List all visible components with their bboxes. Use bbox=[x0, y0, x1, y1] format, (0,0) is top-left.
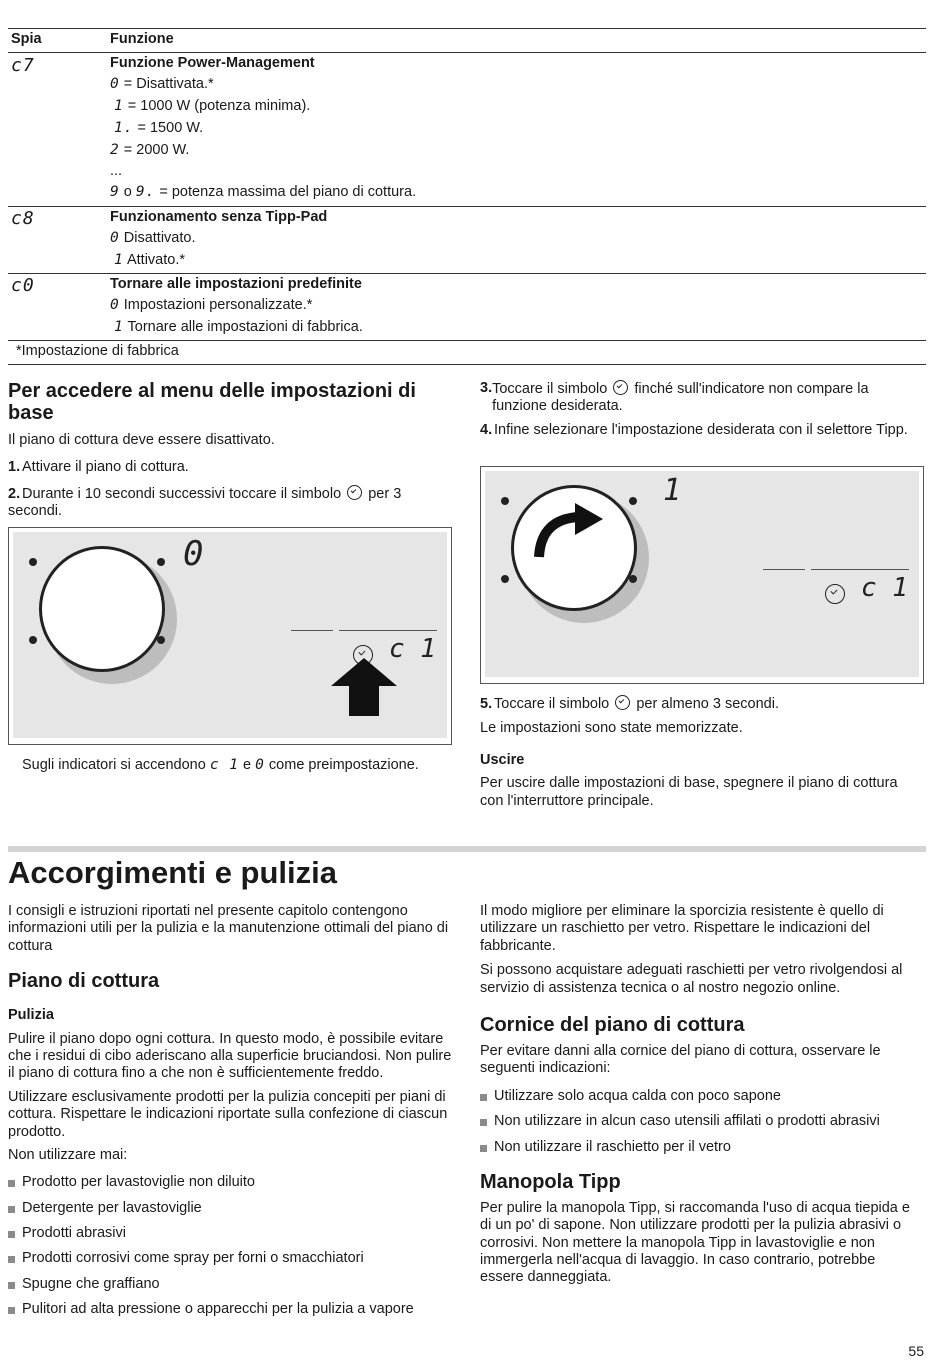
display-line bbox=[811, 569, 909, 570]
power-level-display: 0 bbox=[183, 534, 204, 574]
list-item: Prodotti corrosivi come spray per forni o smacchiatori bbox=[8, 1250, 453, 1267]
menu-section-right bbox=[480, 380, 920, 439]
table-row-line: 1 = 1000 W (potenza minima). bbox=[114, 98, 311, 114]
knob-dot bbox=[157, 636, 165, 644]
exit-text: Per uscire dalle impostazioni di base, spegnere il piano di cottura con l'interruttore principale. bbox=[480, 775, 898, 809]
table-row-line: 2 = 2000 W. bbox=[110, 142, 190, 158]
knob-dot bbox=[29, 558, 37, 566]
right-p1: Il modo migliore per eliminare la sporcizia resistente è quello di utilizzare un raschietto per vetro. Rispettare le indicazioni del fabbricante. bbox=[480, 903, 884, 954]
cornice-intro: Per evitare danni alla cornice del piano di cottura, osservare le seguenti indicazioni: bbox=[480, 1042, 881, 1077]
settings-code-display: c 1 bbox=[389, 634, 436, 664]
cornice-list bbox=[480, 1088, 922, 1156]
display-line bbox=[339, 630, 437, 631]
panel-caption: Sugli indicatori si accendono c 1 e 0 come preimpostazione. bbox=[22, 757, 419, 773]
list-item: Non utilizzare in alcun caso utensili affilati o prodotti abrasivi bbox=[480, 1113, 922, 1130]
menu-section-intro: Il piano di cottura deve essere disattivato. bbox=[8, 432, 275, 448]
list-item: Non utilizzare il raschietto per il vetro bbox=[480, 1139, 922, 1156]
table-row-line: 1 Attivato.* bbox=[114, 252, 185, 268]
pulizia-p1: Pulire il piano dopo ogni cottura. In questo modo, è possibile evitare che i residui di cibo aderiscano alla superficie bruciandosi. Non pulire il piano di cottura fino a che non è sufficientemente freddo. bbox=[8, 1030, 452, 1082]
list-item: Utilizzare solo acqua calda con poco sapone bbox=[480, 1088, 922, 1105]
knob-dot bbox=[29, 636, 37, 644]
manopola-text: Per pulire la manopola Tipp, si raccomanda l'uso di acqua tiepida e di un po' di sapone. Non utilizzare prodotti per la pulizia abrasivi o corrosivi. Non mettere la manopola Tipp in lavastoviglie e non immergerla nell'acqua di lavaggio. In caso contrario, potrebbe essere danneggiata. bbox=[480, 1199, 910, 1286]
never-label: Non utilizzare mai: bbox=[8, 1146, 128, 1163]
pulizia-p2: Utilizzare esclusivamente prodotti per la pulizia concepiti per piani di cottura. Rispettare le indicazioni riportate sulla confezione di ciascun prodotto. bbox=[8, 1088, 448, 1140]
step-4: 4. Infine selezionare l'impostazione desiderata con il selettore Tipp. bbox=[480, 421, 908, 438]
table-row-line: 1. = 1500 W. bbox=[114, 120, 204, 136]
display-line bbox=[291, 630, 333, 631]
care-title: Accorgimenti e pulizia bbox=[8, 855, 338, 890]
care-right-column bbox=[480, 903, 922, 1287]
table-row-line: ... bbox=[110, 163, 123, 179]
rotate-arrow-icon bbox=[531, 501, 611, 561]
press-arrow-icon bbox=[329, 656, 399, 718]
timer-icon bbox=[825, 584, 845, 604]
table-row-spia-c0: c0 bbox=[11, 275, 35, 296]
knob-dot bbox=[629, 497, 637, 505]
table-footnote: *Impostazione di fabbrica bbox=[16, 343, 179, 359]
table-row-line: 0 Impostazioni personalizzate.* bbox=[110, 297, 313, 313]
knob-dot bbox=[629, 575, 637, 583]
table-bottom-rule bbox=[8, 364, 926, 365]
table-row-rule bbox=[8, 273, 926, 274]
knob-dot bbox=[501, 575, 509, 583]
power-level-display: 1 bbox=[663, 473, 682, 508]
exit-title: Uscire bbox=[480, 751, 525, 768]
page-number: 55 bbox=[908, 1343, 924, 1360]
table-row-line: 0 Disattivato. bbox=[110, 230, 196, 246]
piano-title: Piano di cottura bbox=[8, 970, 160, 993]
table-row-spia-c7: c7 bbox=[11, 55, 35, 76]
timer-icon bbox=[347, 485, 362, 500]
never-list bbox=[8, 1174, 453, 1318]
section-divider bbox=[8, 846, 926, 852]
cornice-title: Cornice del piano di cottura bbox=[480, 1013, 745, 1036]
timer-icon bbox=[613, 380, 628, 395]
table-row-line: 9 o 9. = potenza massima del piano di cottura. bbox=[110, 184, 417, 200]
table-row-title: Tornare alle impostazioni predefinite bbox=[110, 276, 362, 292]
cooktop-panel-2 bbox=[480, 466, 924, 684]
step-3: 3. Toccare il simbolo finché sull'indicatore non compare la funzione desiderata. bbox=[480, 380, 869, 415]
timer-icon bbox=[615, 695, 630, 710]
settings-code-display: c 1 bbox=[861, 573, 908, 603]
table-header-rule bbox=[8, 52, 926, 53]
table-row-rule bbox=[8, 206, 926, 207]
table-row-spia-c8: c8 bbox=[11, 208, 35, 229]
cooktop-panel-1 bbox=[8, 527, 452, 745]
menu-section-right-bottom bbox=[480, 695, 920, 810]
list-item: Pulitori ad alta pressione o apparecchi per la pulizia a vapore bbox=[8, 1301, 453, 1318]
tipp-knob bbox=[39, 546, 165, 672]
right-p2: Si possono acquistare adeguati raschietti per vetro rivolgendosi al servizio di assistenza tecnica o al nostro negozio online. bbox=[480, 962, 903, 996]
care-intro: I consigli e istruzioni riportati nel presente capitolo contengono informazioni utili per la pulizia e la manutenzione ottimali del piano di cottura bbox=[8, 903, 449, 954]
care-left-column bbox=[8, 903, 453, 1327]
table-top-rule bbox=[8, 28, 926, 29]
table-row-line: 1 Tornare alle impostazioni di fabbrica. bbox=[114, 319, 363, 335]
menu-section-left bbox=[8, 380, 448, 521]
table-row-rule bbox=[8, 340, 926, 341]
list-item: Prodotti abrasivi bbox=[8, 1225, 453, 1242]
display-line bbox=[763, 569, 805, 570]
knob-dot bbox=[157, 558, 165, 566]
list-item: Detergente per lavastoviglie bbox=[8, 1200, 453, 1217]
knob-dot bbox=[501, 497, 509, 505]
saved-text: Le impostazioni sono state memorizzate. bbox=[480, 720, 743, 737]
list-item: Prodotto per lavastoviglie non diluito bbox=[8, 1174, 453, 1191]
table-row-title: Funzionamento senza Tipp-Pad bbox=[110, 209, 328, 225]
table-header-funzione: Funzione bbox=[110, 31, 174, 47]
table-row-title: Funzione Power-Management bbox=[110, 55, 315, 71]
pulizia-title: Pulizia bbox=[8, 1007, 54, 1024]
menu-section-title: Per accedere al menu delle impostazioni di base bbox=[8, 380, 416, 424]
step-5: 5. Toccare il simbolo per almeno 3 secondi. bbox=[480, 696, 779, 712]
step-2: 2. Durante i 10 secondi successivi toccare il simbolo per 3 secondi. bbox=[8, 485, 402, 520]
list-item: Spugne che graffiano bbox=[8, 1276, 453, 1293]
manopola-title: Manopola Tipp bbox=[480, 1170, 621, 1193]
table-header-spia: Spia bbox=[11, 31, 42, 47]
step-1: 1. Attivare il piano di cottura. bbox=[8, 459, 189, 476]
table-row-line: 0 = Disattivata.* bbox=[110, 76, 214, 92]
